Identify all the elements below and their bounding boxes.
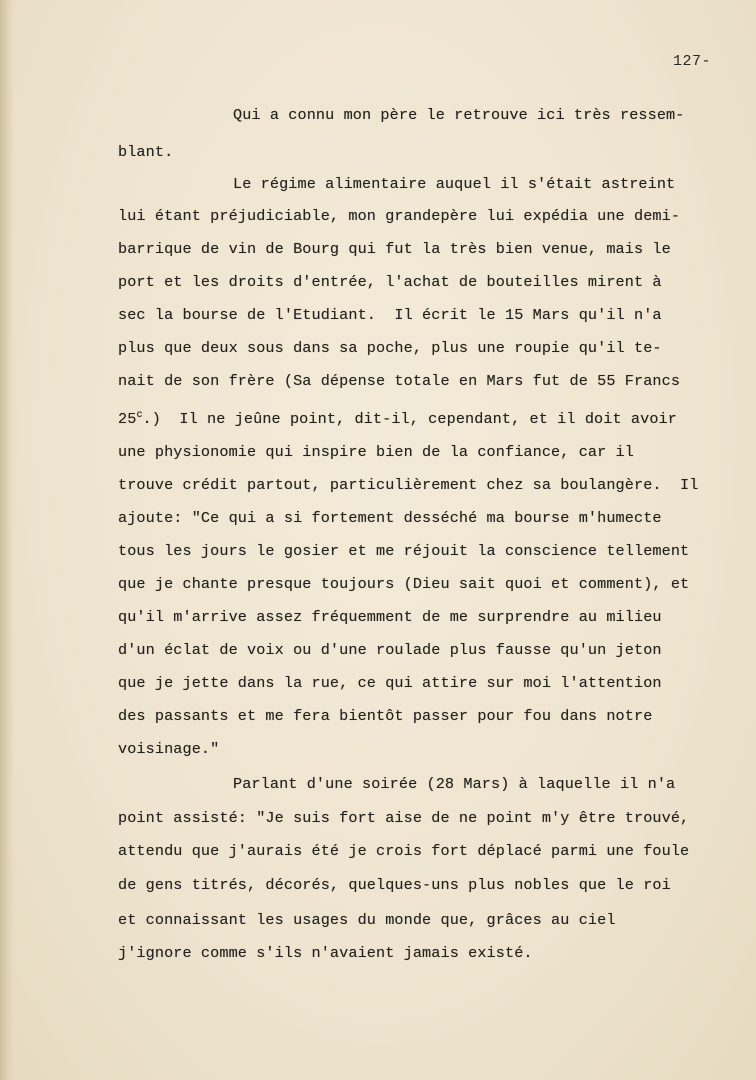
text-line-continuation: .) Il ne jeûne point, dit-il, cependant, et il doit avoir (142, 410, 677, 428)
text-line: ajoute: "Ce qui a si fortement desséché ma bourse m'humecte (118, 509, 662, 527)
page-binding-edge (0, 0, 14, 1080)
text-line: tous les jours le gosier et me réjouit la conscience tellement (118, 542, 690, 560)
text-line: sec la bourse de l'Etudiant. Il écrit le 15 Mars qu'il n'a (118, 306, 662, 324)
text-line: attendu que j'aurais été je crois fort déplacé parmi une foule (118, 842, 690, 860)
centimes-superscript: c (136, 410, 143, 421)
text-line: qu'il m'arrive assez fréquemment de me surprendre au milieu (118, 608, 662, 626)
text-line: trouve crédit partout, particulièrement chez sa boulangère. Il (118, 476, 699, 494)
text-line: blant. (118, 143, 174, 161)
text-line (118, 410, 677, 428)
text-line: de gens titrés, décorés, quelques-uns plus nobles que le roi (118, 876, 671, 894)
text-line: Le régime alimentaire auquel il s'était astreint (233, 175, 676, 193)
text-line: et connaissant les usages du monde que, grâces au ciel (118, 911, 616, 929)
text-line: nait de son frère (Sa dépense totale en Mars fut de 55 Francs (118, 372, 681, 390)
text-line: plus que deux sous dans sa poche, plus une roupie qu'il te- (118, 339, 662, 357)
text-line: que je jette dans la rue, ce qui attire sur moi l'attention (118, 674, 662, 692)
text-line: point assisté: "Je suis fort aise de ne point m'y être trouvé, (118, 809, 690, 827)
text-line: Parlant d'une soirée (28 Mars) à laquelle il n'a (233, 775, 676, 793)
text-line: que je chante presque toujours (Dieu sait quoi et comment), et (118, 575, 690, 593)
text-line: une physionomie qui inspire bien de la confiance, car il (118, 443, 634, 461)
text-line: lui étant préjudiciable, mon grandepère lui expédia une demi- (118, 207, 681, 225)
text-line: des passants et me fera bientôt passer pour fou dans notre (118, 707, 653, 725)
amount-text: 25 (118, 410, 137, 428)
text-line: Qui a connu mon père le retrouve ici très ressem- (233, 106, 685, 124)
text-line: voisinage." (118, 740, 220, 758)
text-line: d'un éclat de voix ou d'une roulade plus fausse qu'un jeton (118, 641, 662, 659)
page-number: 127- (673, 53, 712, 70)
text-line: j'ignore comme s'ils n'avaient jamais existé. (118, 944, 533, 962)
text-line: barrique de vin de Bourg qui fut la très bien venue, mais le (118, 240, 671, 258)
text-line: port et les droits d'entrée, l'achat de bouteilles mirent à (118, 273, 662, 291)
